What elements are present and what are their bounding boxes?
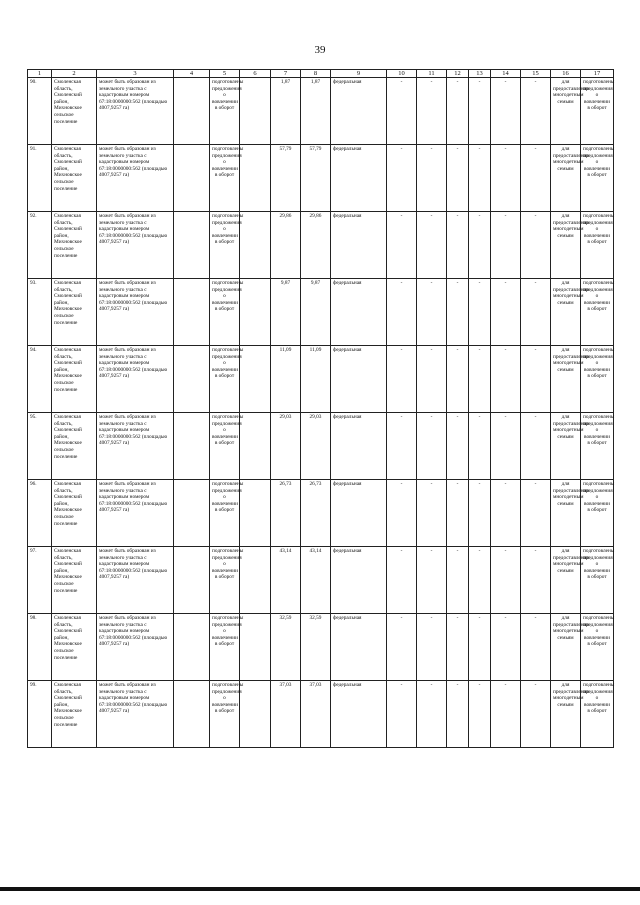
status-cell: подготовлены предложения о вовлечении в оборот [581, 78, 614, 145]
dash-cell-14: - [491, 614, 521, 681]
usage-cell: для предоставления многодетным семьям [551, 681, 581, 748]
column-header-3: 3 [97, 70, 174, 78]
page-number: 39 [314, 44, 326, 56]
dash-cell-11: - [417, 279, 447, 346]
ownership-cell: федеральная [331, 614, 387, 681]
dash-cell-10: - [387, 279, 417, 346]
usage-cell: для предоставления многодетным семьям [551, 413, 581, 480]
table-row [28, 145, 614, 212]
dash-cell-13: - [469, 547, 491, 614]
description-cell: может быть образован из земельного участка с кадастровым номером 67:18:0000000:562 (площадью 4007,9257 га) [97, 145, 174, 212]
row-number: 96. [28, 480, 52, 547]
ownership-cell: федеральная [331, 346, 387, 413]
area-cell: 29,86 [271, 212, 301, 279]
area-cell-2: 11,09 [301, 346, 331, 413]
purpose-cell: подготовлены предложения о вовлечении в оборот [210, 279, 240, 346]
column-header-7: 7 [271, 70, 301, 78]
status-cell: подготовлены предложения о вовлечении в оборот [581, 681, 614, 748]
area-cell: 9,87 [271, 279, 301, 346]
column-header-6: 6 [240, 70, 271, 78]
area-cell-2: 57,79 [301, 145, 331, 212]
dash-cell-14: - [491, 681, 521, 748]
area-cell: 29,03 [271, 413, 301, 480]
dash-cell-10: - [387, 78, 417, 145]
ownership-cell: федеральная [331, 145, 387, 212]
column-header-14: 14 [491, 70, 521, 78]
column-6-cell [240, 681, 271, 748]
usage-cell: для предоставления многодетным семьям [551, 346, 581, 413]
dash-cell-11: - [417, 681, 447, 748]
dash-cell-13: - [469, 480, 491, 547]
ownership-cell: федеральная [331, 480, 387, 547]
dash-cell-12: - [447, 346, 469, 413]
area-cell: 1,87 [271, 78, 301, 145]
status-cell: подготовлены предложения о вовлечении в оборот [581, 145, 614, 212]
description-cell: может быть образован из земельного участка с кадастровым номером 67:18:0000000:562 (площадью 4007,9257 га) [97, 480, 174, 547]
usage-cell: для предоставления многодетным семьям [551, 279, 581, 346]
column-header-15: 15 [521, 70, 551, 78]
status-cell: подготовлены предложения о вовлечении в оборот [581, 480, 614, 547]
column-header-8: 8 [301, 70, 331, 78]
table-header-row [28, 70, 614, 78]
area-cell-2: 29,86 [301, 212, 331, 279]
table-row [28, 681, 614, 748]
location-cell: Смоленская область, Смоленский район, Михновское сельское поселение [52, 614, 97, 681]
column-4-cell [174, 212, 210, 279]
status-cell: подготовлены предложения о вовлечении в оборот [581, 547, 614, 614]
area-cell: 37,03 [271, 681, 301, 748]
description-cell: может быть образован из земельного участка с кадастровым номером 67:18:0000000:562 (площадью 4007,9257 га) [97, 212, 174, 279]
description-cell: может быть образован из земельного участка с кадастровым номером 67:18:0000000:562 (площадью 4007,9257 га) [97, 346, 174, 413]
dash-cell-14: - [491, 78, 521, 145]
dash-cell-15: - [521, 681, 551, 748]
dash-cell-12: - [447, 547, 469, 614]
purpose-cell: подготовлены предложения о вовлечении в оборот [210, 346, 240, 413]
area-cell-2: 9,87 [301, 279, 331, 346]
area-cell: 26,73 [271, 480, 301, 547]
dash-cell-12: - [447, 614, 469, 681]
dash-cell-14: - [491, 212, 521, 279]
dash-cell-10: - [387, 614, 417, 681]
usage-cell: для предоставления многодетным семьям [551, 145, 581, 212]
row-number: 94. [28, 346, 52, 413]
purpose-cell: подготовлены предложения о вовлечении в оборот [210, 145, 240, 212]
status-cell: подготовлены предложения о вовлечении в оборот [581, 279, 614, 346]
purpose-cell: подготовлены предложения о вовлечении в оборот [210, 547, 240, 614]
description-cell: может быть образован из земельного участка с кадастровым номером 67:18:0000000:562 (площадью 4007,9257 га) [97, 279, 174, 346]
dash-cell-11: - [417, 547, 447, 614]
location-cell: Смоленская область, Смоленский район, Михновское сельское поселение [52, 547, 97, 614]
dash-cell-13: - [469, 78, 491, 145]
column-4-cell [174, 279, 210, 346]
dash-cell-10: - [387, 681, 417, 748]
dash-cell-13: - [469, 279, 491, 346]
row-number: 91. [28, 145, 52, 212]
dash-cell-12: - [447, 78, 469, 145]
dash-cell-10: - [387, 346, 417, 413]
description-cell: может быть образован из земельного участка с кадастровым номером 67:18:0000000:562 (площадью 4007,9257 га) [97, 413, 174, 480]
dash-cell-12: - [447, 145, 469, 212]
dash-cell-11: - [417, 346, 447, 413]
page-bottom-border [0, 887, 640, 891]
column-6-cell [240, 413, 271, 480]
location-cell: Смоленская область, Смоленский район, Михновское сельское поселение [52, 681, 97, 748]
table-row [28, 547, 614, 614]
dash-cell-15: - [521, 346, 551, 413]
dash-cell-13: - [469, 614, 491, 681]
dash-cell-14: - [491, 413, 521, 480]
table-body [28, 78, 614, 748]
purpose-cell: подготовлены предложения о вовлечении в оборот [210, 681, 240, 748]
status-cell: подготовлены предложения о вовлечении в оборот [581, 212, 614, 279]
dash-cell-13: - [469, 212, 491, 279]
dash-cell-15: - [521, 547, 551, 614]
dash-cell-10: - [387, 547, 417, 614]
ownership-cell: федеральная [331, 413, 387, 480]
dash-cell-10: - [387, 212, 417, 279]
dash-cell-12: - [447, 212, 469, 279]
usage-cell: для предоставления многодетным семьям [551, 480, 581, 547]
dash-cell-11: - [417, 212, 447, 279]
column-header-2: 2 [52, 70, 97, 78]
row-number: 97. [28, 547, 52, 614]
dash-cell-10: - [387, 145, 417, 212]
area-cell-2: 37,03 [301, 681, 331, 748]
area-cell-2: 32,59 [301, 614, 331, 681]
area-cell-2: 1,87 [301, 78, 331, 145]
dash-cell-14: - [491, 279, 521, 346]
row-number: 95. [28, 413, 52, 480]
area-cell-2: 26,73 [301, 480, 331, 547]
column-header-9: 9 [331, 70, 387, 78]
dash-cell-15: - [521, 413, 551, 480]
purpose-cell: подготовлены предложения о вовлечении в оборот [210, 480, 240, 547]
land-plots-table [27, 69, 614, 748]
table-row [28, 480, 614, 547]
column-4-cell [174, 346, 210, 413]
location-cell: Смоленская область, Смоленский район, Михновское сельское поселение [52, 279, 97, 346]
dash-cell-12: - [447, 279, 469, 346]
dash-cell-15: - [521, 78, 551, 145]
location-cell: Смоленская область, Смоленский район, Михновское сельское поселение [52, 346, 97, 413]
area-cell-2: 29,03 [301, 413, 331, 480]
ownership-cell: федеральная [331, 547, 387, 614]
row-number: 93. [28, 279, 52, 346]
column-header-4: 4 [174, 70, 210, 78]
dash-cell-15: - [521, 279, 551, 346]
ownership-cell: федеральная [331, 681, 387, 748]
dash-cell-13: - [469, 145, 491, 212]
column-6-cell [240, 279, 271, 346]
dash-cell-11: - [417, 145, 447, 212]
ownership-cell: федеральная [331, 279, 387, 346]
location-cell: Смоленская область, Смоленский район, Михновское сельское поселение [52, 212, 97, 279]
dash-cell-11: - [417, 413, 447, 480]
column-4-cell [174, 480, 210, 547]
dash-cell-15: - [521, 614, 551, 681]
dash-cell-13: - [469, 413, 491, 480]
dash-cell-14: - [491, 145, 521, 212]
table-row [28, 614, 614, 681]
purpose-cell: подготовлены предложения о вовлечении в оборот [210, 614, 240, 681]
column-header-13: 13 [469, 70, 491, 78]
column-4-cell [174, 413, 210, 480]
row-number: 92. [28, 212, 52, 279]
status-cell: подготовлены предложения о вовлечении в оборот [581, 614, 614, 681]
status-cell: подготовлены предложения о вовлечении в оборот [581, 413, 614, 480]
column-4-cell [174, 547, 210, 614]
dash-cell-14: - [491, 346, 521, 413]
column-6-cell [240, 212, 271, 279]
dash-cell-13: - [469, 346, 491, 413]
dash-cell-12: - [447, 413, 469, 480]
dash-cell-14: - [491, 480, 521, 547]
row-number: 90. [28, 78, 52, 145]
purpose-cell: подготовлены предложения о вовлечении в оборот [210, 212, 240, 279]
location-cell: Смоленская область, Смоленский район, Михновское сельское поселение [52, 78, 97, 145]
table-row [28, 279, 614, 346]
location-cell: Смоленская область, Смоленский район, Михновское сельское поселение [52, 413, 97, 480]
column-header-11: 11 [417, 70, 447, 78]
column-header-17: 17 [581, 70, 614, 78]
area-cell-2: 43,14 [301, 547, 331, 614]
dash-cell-11: - [417, 614, 447, 681]
dash-cell-11: - [417, 480, 447, 547]
dash-cell-10: - [387, 413, 417, 480]
usage-cell: для предоставления многодетным семьям [551, 212, 581, 279]
ownership-cell: федеральная [331, 212, 387, 279]
description-cell: может быть образован из земельного участка с кадастровым номером 67:18:0000000:562 (площадью 4007,9257 га) [97, 681, 174, 748]
usage-cell: для предоставления многодетным семьям [551, 547, 581, 614]
column-6-cell [240, 614, 271, 681]
description-cell: может быть образован из земельного участка с кадастровым номером 67:18:0000000:562 (площадью 4007,9257 га) [97, 614, 174, 681]
usage-cell: для предоставления многодетным семьям [551, 614, 581, 681]
dash-cell-12: - [447, 681, 469, 748]
column-header-5: 5 [210, 70, 240, 78]
table-row [28, 346, 614, 413]
column-header-10: 10 [387, 70, 417, 78]
column-6-cell [240, 346, 271, 413]
area-cell: 11,09 [271, 346, 301, 413]
dash-cell-12: - [447, 480, 469, 547]
purpose-cell: подготовлены предложения о вовлечении в оборот [210, 413, 240, 480]
table-row [28, 413, 614, 480]
column-6-cell [240, 145, 271, 212]
column-6-cell [240, 78, 271, 145]
dash-cell-15: - [521, 480, 551, 547]
ownership-cell: федеральная [331, 78, 387, 145]
dash-cell-14: - [491, 547, 521, 614]
column-6-cell [240, 480, 271, 547]
table-row [28, 78, 614, 145]
dash-cell-15: - [521, 145, 551, 212]
description-cell: может быть образован из земельного участка с кадастровым номером 67:18:0000000:562 (площадью 4007,9257 га) [97, 78, 174, 145]
column-4-cell [174, 681, 210, 748]
dash-cell-10: - [387, 480, 417, 547]
location-cell: Смоленская область, Смоленский район, Михновское сельское поселение [52, 145, 97, 212]
dash-cell-15: - [521, 212, 551, 279]
status-cell: подготовлены предложения о вовлечении в оборот [581, 346, 614, 413]
row-number: 99. [28, 681, 52, 748]
area-cell: 43,14 [271, 547, 301, 614]
dash-cell-13: - [469, 681, 491, 748]
column-4-cell [174, 614, 210, 681]
usage-cell: для предоставления многодетным семьям [551, 78, 581, 145]
column-4-cell [174, 145, 210, 212]
column-header-1: 1 [28, 70, 52, 78]
dash-cell-11: - [417, 78, 447, 145]
column-6-cell [240, 547, 271, 614]
description-cell: может быть образован из земельного участка с кадастровым номером 67:18:0000000:562 (площадью 4007,9257 га) [97, 547, 174, 614]
purpose-cell: подготовлены предложения о вовлечении в оборот [210, 78, 240, 145]
row-number: 98. [28, 614, 52, 681]
area-cell: 57,79 [271, 145, 301, 212]
column-header-16: 16 [551, 70, 581, 78]
table-row [28, 212, 614, 279]
column-4-cell [174, 78, 210, 145]
area-cell: 32,59 [271, 614, 301, 681]
location-cell: Смоленская область, Смоленский район, Михновское сельское поселение [52, 480, 97, 547]
column-header-12: 12 [447, 70, 469, 78]
